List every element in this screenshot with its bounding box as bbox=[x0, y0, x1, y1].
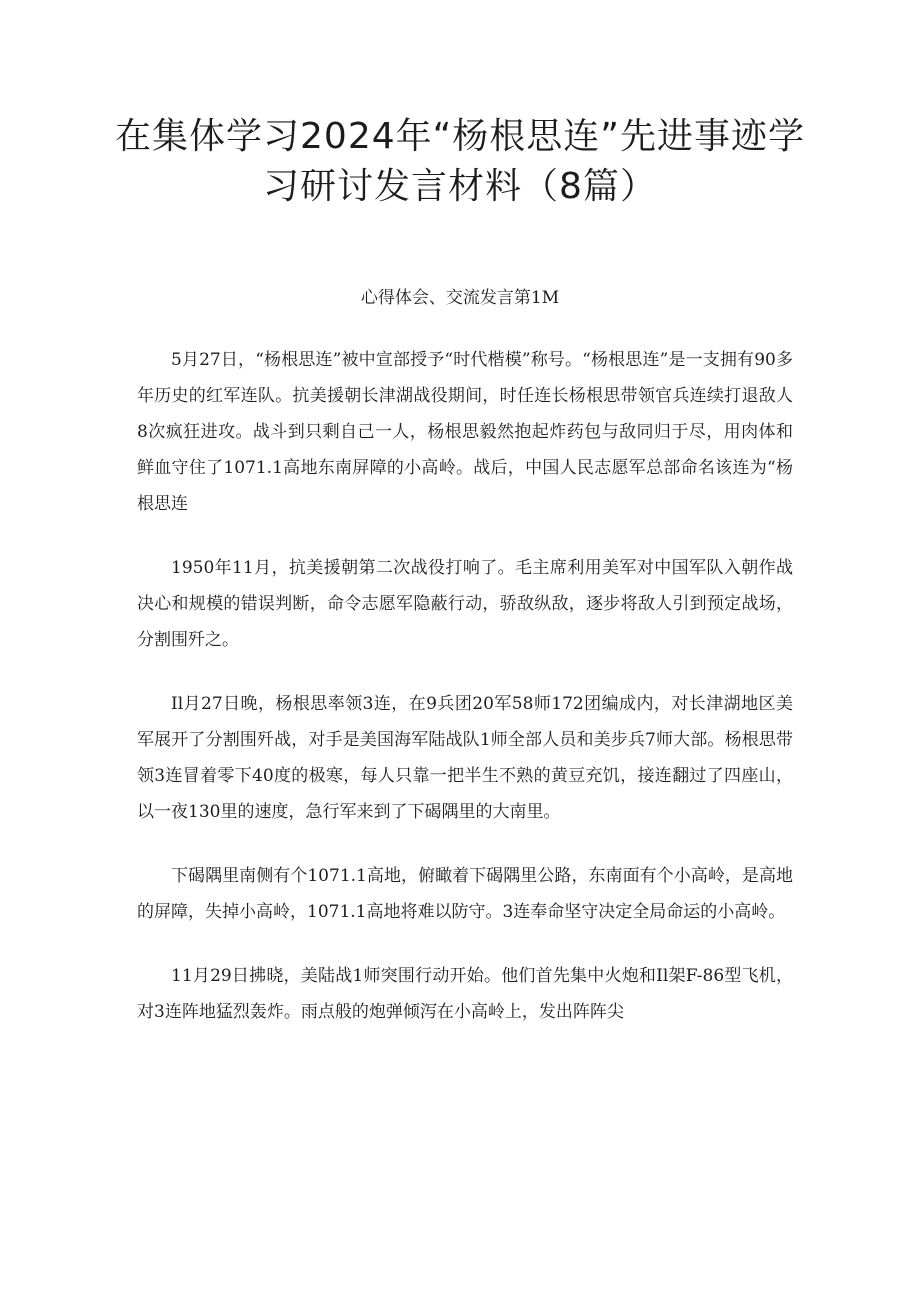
paragraph: 下碣隅里南侧有个1071.1高地，俯瞰着下碣隅里公路，东南面有个小高岭，是高地的屏障，失掉小高岭，1071.1高地将难以防守。3连奉命坚守决定全局命运的小高岭。 bbox=[137, 866, 793, 922]
paragraph: 1950年11月，抗美援朝第二次战役打响了。毛主席利用美军对中国军队入朝作战决心和规模的错误判断，命令志愿军隐蔽行动，骄敌纵敌，逐步将敌人引到预定战场，分割围歼之。 bbox=[137, 558, 793, 650]
document-title: 在集体学习2024年“杨根思连”先进事迹学习研讨发言材料（8篇） bbox=[115, 116, 805, 207]
document-subtitle: 心得体会、交流发言第1M bbox=[360, 288, 560, 308]
paragraph: 5月27日，“杨根思连”被中宣部授予“时代楷模”称号。“杨根思连”是一支拥有90多年历史的红军连队。抗美援朝长津湖战役期间，时任连长杨根思带领官兵连续打退敌人8次疯狂进攻。战斗到只剩自己一人，杨根思毅然抱起炸药包与敌同归于尽，用肉体和鲜血守住了1071.1高地东南屏障的小高岭。战后，中国人民志愿军总部命名该连为“杨根思连 bbox=[137, 350, 793, 514]
document-body bbox=[137, 342, 793, 1058]
paragraph: 11月29日拂晓，美陆战1师突围行动开始。他们首先集中火炮和Il架F-86型飞机，对3连阵地猛烈轰炸。雨点般的炮弹倾泻在小高岭上，发出阵阵尖 bbox=[137, 966, 793, 1022]
paragraph: Il月27日晚，杨根思率领3连，在9兵团20军58师172团编成内，对长津湖地区美军展开了分割围歼战，对手是美国海军陆战队1师全部人员和美步兵7师大部。杨根思带领3连冒着零下40度的极寒，每人只靠一把半生不熟的黄豆充饥，接连翻过了四座山，以一夜130里的速度，急行军来到了下碣隅里的大南里。 bbox=[137, 694, 793, 822]
